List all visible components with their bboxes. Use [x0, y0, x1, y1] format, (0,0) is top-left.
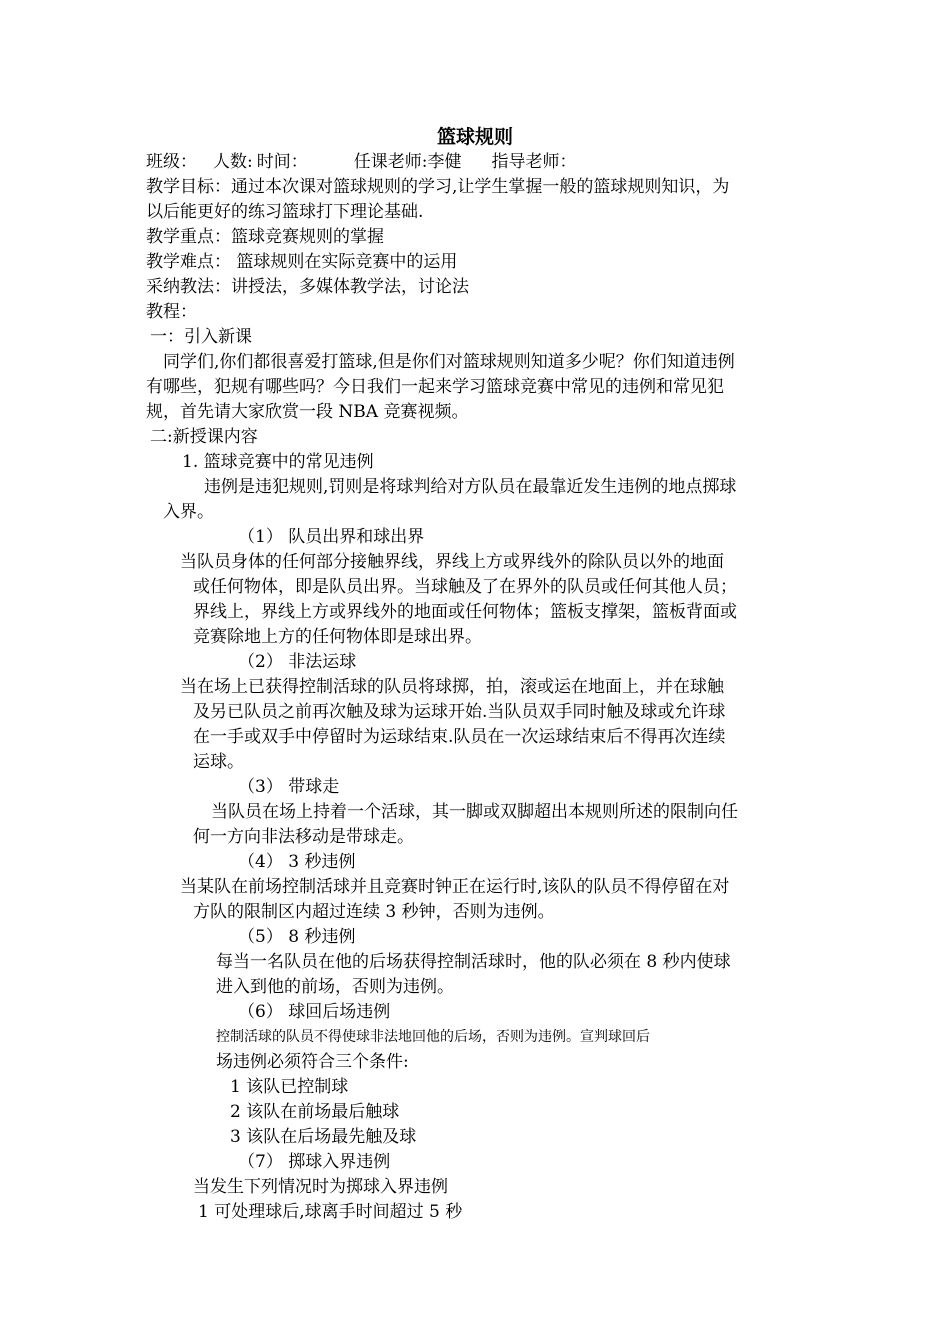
list-item-title: 1. 篮球竞赛中的常见违例 — [182, 452, 374, 472]
subsection-title: （1） 队员出界和球出界 — [238, 527, 425, 547]
subsection-title: （4） 3 秒违例 — [238, 852, 356, 872]
subsection-title: （2） 非法运球 — [238, 652, 357, 672]
time-label: 时间： — [256, 152, 308, 172]
intro-paragraph-line: 同学们,你们都很喜爱打篮球,但是你们对篮球规则知道多少呢？你们知道违例 — [163, 352, 735, 372]
subsection-text: 或任何物体，即是队员出界。当球触及了在界外的队员或任何其他人员； — [193, 577, 737, 597]
subsection-text: 竞赛除地上方的任何物体即是球出界。 — [193, 627, 482, 647]
subsection-title: （6） 球回后场违例 — [238, 1002, 391, 1022]
subsection-text: 何一方向非法移动是带球走。 — [193, 827, 414, 847]
subsection-title: （3） 带球走 — [238, 777, 340, 797]
subsection-text: 每当一名队员在他的后场获得控制活球时，他的队必须在 8 秒内使球 — [216, 952, 731, 972]
class-label: 班级： — [146, 152, 197, 172]
section1-heading: 一：引入新课 — [150, 327, 252, 347]
document-title: 篮球规则 — [436, 126, 513, 148]
subsection-text: 当在场上已获得控制活球的队员将球掷，拍，滚或运在地面上，并在球触 — [180, 677, 724, 697]
intro-paragraph-line: 有哪些，犯规有哪些吗？今日我们一起来学习篮球竞赛中常见的违例和常见犯 — [146, 377, 724, 397]
subsection-text: 界线上，界线上方或界线外的地面或任何物体；篮板支撑架，篮板背面或 — [193, 602, 737, 622]
subsection-text: 控制活球的队员不得使球非法地回他的后场，否则为违例。宣判球回后 — [216, 1029, 650, 1045]
definition-line: 入界。 — [163, 502, 214, 522]
subsection-text: 当某队在前场控制活球并且竞赛时钟正在运行时,该队的队员不得停留在对 — [180, 877, 730, 897]
condition-item: 3 该队在后场最先触及球 — [230, 1127, 417, 1147]
key-point-line: 教学重点：篮球竞赛规则的掌握 — [146, 227, 384, 247]
subsection-text: 在一手或双手中停留时为运球结束.队员在一次运球结束后不得再次连续 — [193, 727, 726, 747]
difficulty-line: 教学难点： 篮球规则在实际竞赛中的运用 — [146, 252, 458, 272]
subsection-text: 场违例必须符合三个条件: — [216, 1052, 409, 1072]
header-line — [146, 150, 576, 174]
condition-item: 1 该队已控制球 — [230, 1077, 349, 1097]
subsection-text: 进入到他的前场，否则为违例。 — [216, 977, 454, 997]
subsection-text: 当发生下列情况时为掷球入界违例 — [193, 1177, 448, 1197]
methods-line: 采纳教法：讲授法，多媒体教学法，讨论法 — [146, 277, 469, 297]
condition-item: 1 可处理球后,球离手时间超过 5 秒 — [198, 1202, 463, 1222]
advisor-label: 指导老师： — [491, 152, 577, 172]
subsection-text: 当队员在场上持着一个活球，其一脚或双脚超出本规则所述的限制向任 — [211, 802, 738, 822]
definition-line: 违例是违犯规则,罚则是将球判给对方队员在最靠近发生违例的地点掷球 — [204, 477, 737, 497]
process-label: 教程： — [146, 302, 197, 322]
subsection-title: （7） 掷球入界违例 — [238, 1152, 391, 1172]
intro-paragraph-line: 规，首先请大家欣赏一段 NBA 竞赛视频。 — [146, 402, 469, 422]
teacher-label: 任课老师:李健 — [353, 152, 462, 172]
subsection-text: 及另已队员之前再次触及球为运球开始.当队员双手同时触及球或允许球 — [193, 702, 726, 722]
condition-item: 2 该队在前场最后触球 — [230, 1102, 400, 1122]
subsection-text: 方队的限制区内超过连续 3 秒钟，否则为违例。 — [193, 902, 555, 922]
subsection-text: 当队员身体的任何部分接触界线，界线上方或界线外的除队员以外的地面 — [180, 552, 724, 572]
subsection-title: （5） 8 秒违例 — [238, 927, 356, 947]
subsection-text: 运球。 — [193, 752, 244, 772]
section2-heading: 二:新授课内容 — [150, 427, 258, 447]
people-label: 人数: — [213, 152, 253, 172]
objective-line: 教学目标：通过本次课对篮球规则的学习,让学生掌握一般的篮球规则知识，为 — [146, 177, 730, 197]
objective-continuation: 以后能更好的练习篮球打下理论基础. — [146, 202, 424, 222]
